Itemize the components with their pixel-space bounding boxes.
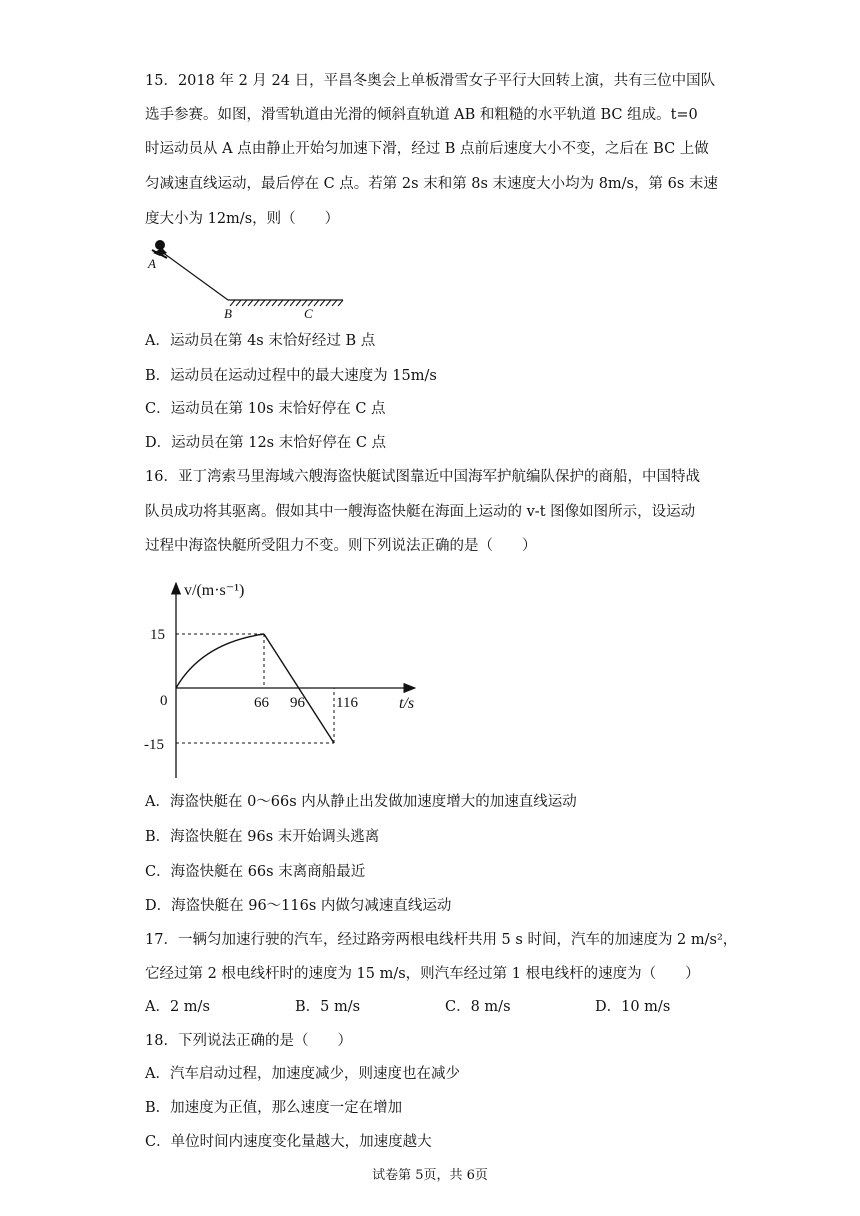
velocity-curve-accelerating	[176, 634, 264, 688]
q15-option-b: B．运动员在运动过程中的最大速度为 15m/s	[145, 368, 437, 384]
q18-option-b: B．加速度为正值，那么速度一定在增加	[145, 1100, 403, 1116]
q15-line-2: 选手参赛。如图，滑雪轨道由光滑的倾斜直轨道 AB 和粗糙的水平轨道 BC 组成。t=0	[145, 107, 698, 123]
q16-line-3: 过程中海盗快艇所受阻力不变。则下列说法正确的是（ ）	[145, 538, 537, 554]
q17-option-a: A．2 m/s	[145, 999, 210, 1015]
point-a-label: A	[148, 256, 156, 271]
point-b-label: B	[224, 306, 232, 321]
point-c-label: C	[304, 306, 313, 321]
q18-line-1: 18．下列说法正确的是（ ）	[145, 1033, 352, 1049]
q15-option-c: C．运动员在第 10s 末恰好停在 C 点	[145, 401, 386, 417]
page-footer: 试卷第 5页，共 6页	[372, 1168, 488, 1183]
y-tick-neg15: -15	[144, 737, 164, 753]
ski-track-figure	[140, 236, 360, 326]
q16-option-d: D．海盗快艇在 96～116s 内做匀减速直线运动	[145, 898, 452, 914]
y-axis-label: v/(m·s⁻¹)	[184, 582, 245, 599]
q16-line-1: 16．亚丁湾索马里海域六艘海盗快艇试图靠近中国海军护航编队保护的商船，中国特战	[145, 469, 700, 485]
q17-option-d: D．10 m/s	[595, 999, 671, 1015]
q18-option-c: C．单位时间内速度变化量越大，加速度越大	[145, 1134, 432, 1150]
q16-option-a: A．海盗快艇在 0～66s 内从静止出发做加速度增大的加速直线运动	[145, 794, 577, 810]
q15-line-3: 时运动员从 A 点由静止开始匀加速下滑，经过 B 点前后速度大小不变，之后在 BC 上做	[145, 141, 709, 157]
q15-line-4: 匀减速直线运动，最后停在 C 点。若第 2s 末和第 8s 末速度大小均为 8m/s，第 6s 末速	[145, 176, 718, 192]
q17-line-2: 它经过第 2 根电线杆时的速度为 15 m/s，则汽车经过第 1 根电线杆的速度为（ ）	[145, 966, 700, 982]
x-axis-label: t/s	[399, 695, 415, 712]
q17-line-1: 17．一辆匀加速行驶的汽车，经过路旁两根电线杆共用 5 s 时间，汽车的加速度为 2 m/s²，	[145, 932, 738, 948]
q18-option-a: A．汽车启动过程，加速度减少，则速度也在减少	[145, 1066, 460, 1082]
q16-line-2: 队员成功将其驱离。假如其中一艘海盗快艇在海面上运动的 v-t 图像如图所示，设运动	[145, 504, 696, 520]
origin-label: 0	[160, 693, 168, 709]
y-tick-15: 15	[150, 627, 165, 643]
q15-option-d: D．运动员在第 12s 末恰好停在 C 点	[145, 435, 387, 451]
q16-option-c: C．海盗快艇在 66s 末离商船最近	[145, 864, 366, 880]
q16-option-b: B．海盗快艇在 96s 末开始调头逃离	[145, 829, 380, 845]
q15-line-5: 度大小为 12m/s，则（ ）	[145, 211, 340, 227]
incline-track	[162, 252, 228, 300]
q15-option-a: A．运动员在第 4s 末恰好经过 B 点	[145, 333, 376, 349]
q17-option-b: B．5 m/s	[295, 999, 361, 1015]
x-tick-96: 96	[290, 695, 305, 711]
vt-graph	[140, 573, 420, 783]
q17-option-c: C．8 m/s	[445, 999, 511, 1015]
x-tick-66: 66	[254, 695, 269, 711]
q15-line-1: 15．2018 年 2 月 24 日，平昌冬奥会上单板滑雪女子平行大回转上演，共有三位中国队	[145, 73, 716, 89]
x-tick-116: 116	[336, 695, 358, 711]
ground-hatching	[230, 300, 343, 306]
